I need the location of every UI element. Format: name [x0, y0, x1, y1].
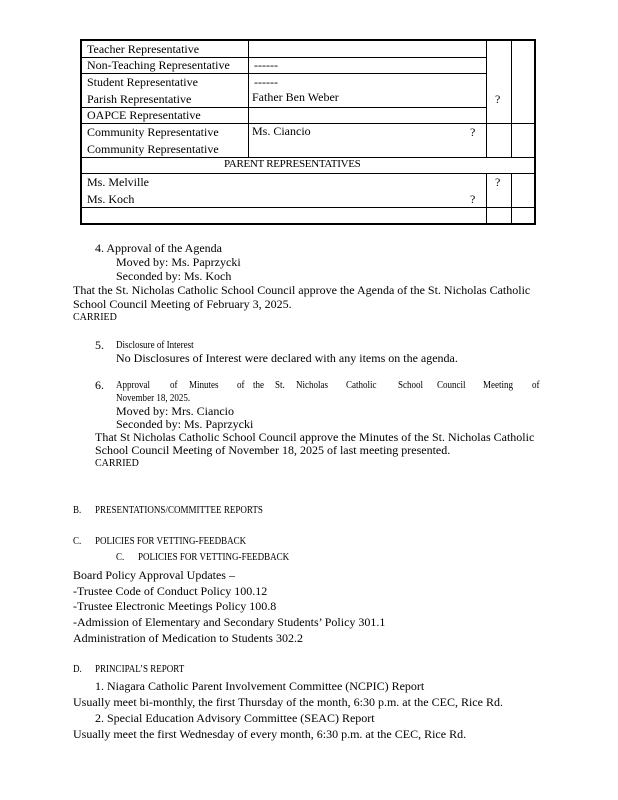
- motion-text: That the St. Nicholas Catholic School Council approve the Agenda of the St. Nicholas Catholic: [73, 283, 531, 297]
- section-letter: C.: [116, 551, 125, 563]
- heading-word: School: [398, 379, 424, 391]
- heading-word: Meeting: [483, 379, 514, 391]
- motion-text: School Council Meeting of November 18, 2025 of last meeting presented.: [95, 443, 451, 457]
- carried-label: CARRIED: [95, 458, 139, 469]
- report-item: 1. Niagara Catholic Parent Involvement Committee (NCPIC) Report: [95, 679, 425, 693]
- heading-word: Approval: [116, 379, 151, 391]
- moved-by: Moved by: Ms. Paprzycki: [116, 255, 241, 269]
- heading-word: St.: [275, 379, 285, 391]
- heading-word: Catholic: [346, 379, 377, 391]
- heading-word: Council: [437, 379, 466, 391]
- policy-line: -Trustee Electronic Meetings Policy 100.8: [73, 599, 277, 613]
- heading-line: November 18, 2025.: [116, 392, 191, 404]
- role-name: ------: [254, 58, 278, 72]
- role-label: Community Representative: [87, 125, 219, 139]
- role-name: ------: [254, 75, 278, 89]
- table-row-divider: [81, 207, 535, 208]
- carried-label: CARRIED: [73, 312, 117, 323]
- heading-word: of: [532, 379, 540, 391]
- attendance-mark: ?: [495, 92, 501, 106]
- heading-word: Minutes: [189, 379, 219, 391]
- role-label: Parish Representative: [87, 92, 192, 106]
- role-name: Ms. Ciancio: [252, 124, 311, 138]
- report-text: Usually meet bi-monthly, the first Thursday of the month, 6:30 p.m. at the CEC, Rice Rd.: [73, 695, 503, 709]
- parent-name: Ms. Koch: [87, 192, 135, 206]
- policy-line: Board Policy Approval Updates –: [73, 568, 235, 582]
- item-number: 5.: [95, 338, 104, 352]
- attendance-mark: ?: [470, 125, 476, 139]
- heading-word: the: [253, 379, 265, 391]
- report-item: 2. Special Education Advisory Committee (SEAC) Report: [95, 711, 375, 725]
- role-label: Teacher Representative: [87, 42, 200, 56]
- table-row-divider: [81, 173, 535, 174]
- attendance-mark: ?: [495, 175, 501, 189]
- item-number: 6.: [95, 378, 104, 392]
- table-col-divider: [486, 173, 487, 224]
- role-label: OAPCE Representative: [87, 108, 201, 122]
- report-text: Usually meet the first Wednesday of every month, 6:30 p.m. at the CEC, Rice Rd.: [73, 727, 467, 741]
- item-text: No Disclosures of Interest were declared with any items on the agenda.: [116, 351, 458, 365]
- item-heading: Disclosure of Interest: [116, 339, 194, 351]
- motion-text: School Council Meeting of February 3, 2025.: [73, 297, 292, 311]
- heading-word: of: [237, 379, 245, 391]
- policy-line: Administration of Medication to Students 302.2: [73, 631, 303, 645]
- section-title: POLICIES FOR VETTING-FEEDBACK: [95, 535, 247, 547]
- parent-name: Ms. Melville: [87, 175, 149, 189]
- item-heading: 4. Approval of the Agenda: [95, 241, 222, 255]
- table-row-divider: [81, 73, 486, 74]
- section-letter: B.: [73, 504, 82, 516]
- policy-line: -Trustee Code of Conduct Policy 100.12: [73, 584, 268, 598]
- motion-text: That St Nicholas Catholic School Council approve the Minutes of the St. Nicholas Catholic: [95, 430, 535, 444]
- table-col-divider: [486, 40, 487, 157]
- role-name: Father Ben Weber: [252, 90, 339, 104]
- parent-header: PARENT REPRESENTATIVES: [224, 158, 361, 170]
- role-label: Student Representative: [87, 75, 198, 89]
- section-title: PRINCIPAL’S REPORT: [95, 663, 185, 675]
- seconded-by: Seconded by: Ms. Paprzycki: [116, 417, 254, 431]
- attendance-mark: ?: [470, 192, 476, 206]
- policy-line: -Admission of Elementary and Secondary Students’ Policy 301.1: [73, 615, 386, 629]
- moved-by: Moved by: Mrs. Ciancio: [116, 404, 234, 418]
- role-label: Non-Teaching Representative: [87, 58, 230, 72]
- section-title: PRESENTATIONS/COMMITTEE REPORTS: [95, 504, 263, 516]
- role-label: Community Representative: [87, 142, 219, 156]
- section-letter: D.: [73, 663, 82, 675]
- table-col-divider: [511, 40, 512, 157]
- section-title: POLICIES FOR VETTING-FEEDBACK: [138, 551, 290, 563]
- heading-word: of: [170, 379, 178, 391]
- heading-word: Nicholas: [296, 379, 329, 391]
- table-col-divider: [511, 173, 512, 224]
- section-letter: C.: [73, 535, 82, 547]
- seconded-by: Seconded by: Ms. Koch: [116, 269, 232, 283]
